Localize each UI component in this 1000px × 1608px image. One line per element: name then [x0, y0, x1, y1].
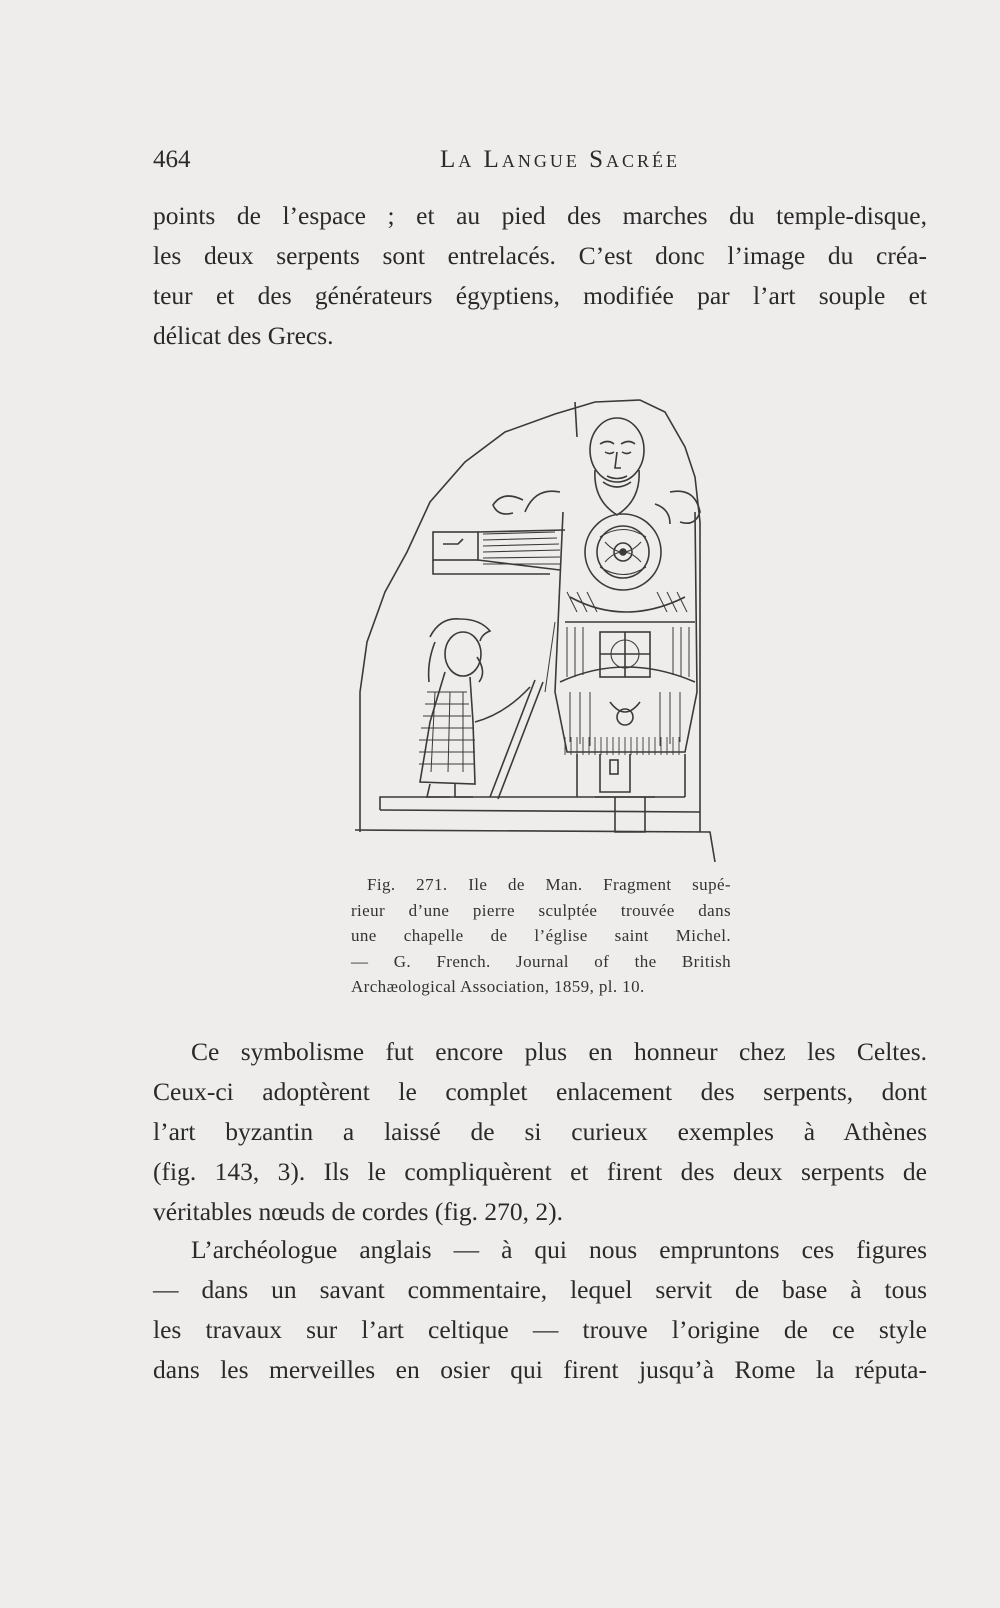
text-line: Ce symbolisme fut encore plus en honneur chez les Celtes. [191, 1037, 927, 1066]
text-line: dans les merveilles en osier qui firent jusqu’à Rome la réputa- [153, 1355, 927, 1384]
text-line: (fig. 143, 3). Ils le compliquèrent et firent des deux serpents de [153, 1157, 927, 1186]
caption-line: Archæological Association, 1859, pl. 10. [351, 977, 645, 996]
text-line: délicat des Grecs. [153, 321, 334, 350]
text-line: les travaux sur l’art celtique — trouve l’origine de ce style [153, 1315, 927, 1344]
text-line: teur et des générateurs égyptiens, modifiée par l’art souple et [153, 281, 927, 310]
text-line: Ceux-ci adoptèrent le complet enlacement des serpents, dont [153, 1077, 927, 1106]
paragraph-2 [153, 1032, 927, 1232]
figure-caption [351, 872, 731, 1000]
text-line: L’archéologue anglais — à qui nous empruntons ces figures [191, 1235, 927, 1264]
text-line: — dans un savant commentaire, lequel servit de base à tous [153, 1275, 927, 1304]
text-line: l’art byzantin a laissé de si curieux exemples à Athènes [153, 1117, 927, 1146]
running-title: La Langue Sacrée [440, 146, 680, 173]
caption-line: rieur d’une pierre sculptée trouvée dans [351, 900, 731, 920]
caption-line: Fig. 271. Ile de Man. Fragment supé- [367, 875, 731, 894]
text-line: points de l’espace ; et au pied des marches du temple-disque, [153, 201, 927, 230]
caption-line: — G. French. Journal of the British [351, 951, 731, 971]
paragraph-1 [153, 196, 927, 356]
carved-stone-illustration [355, 392, 720, 867]
page-header [153, 146, 927, 180]
page-number: 464 [153, 146, 191, 173]
text-line: véritables nœuds de cordes (fig. 270, 2). [153, 1197, 564, 1226]
paragraph-3 [153, 1230, 927, 1390]
text-line: les deux serpents sont entrelacés. C’est donc l’image du créa- [153, 241, 927, 270]
caption-line: une chapelle de l’église saint Michel. [351, 926, 731, 945]
